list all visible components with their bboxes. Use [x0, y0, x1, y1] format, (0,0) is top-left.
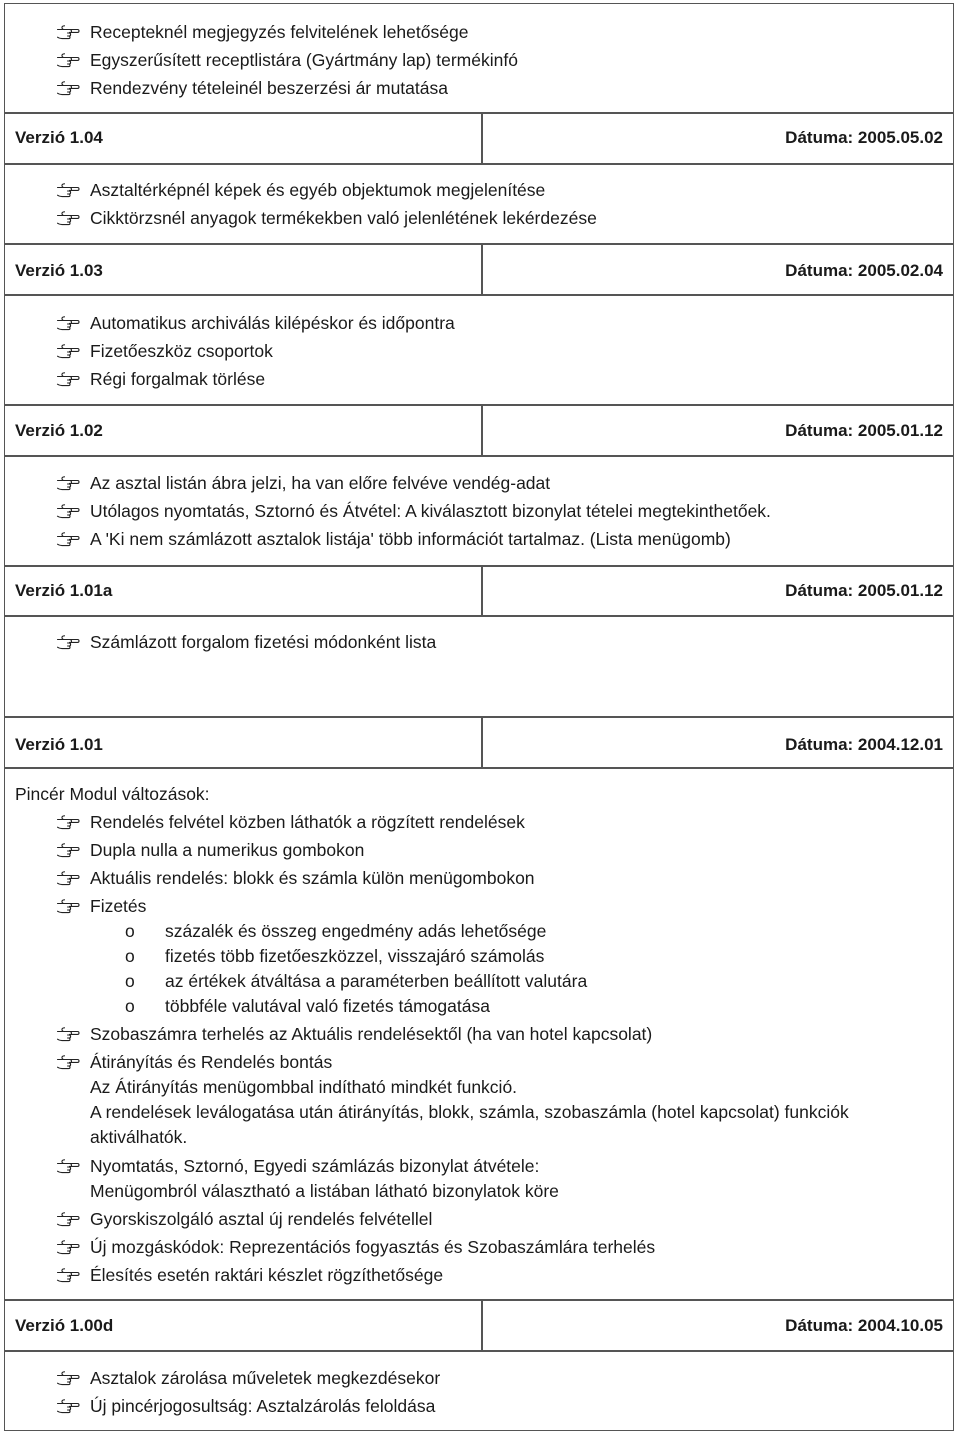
pointing-hand-icon — [56, 898, 80, 914]
pointing-hand-icon — [56, 315, 80, 331]
divider — [4, 1299, 954, 1301]
item-note: aktiválhatók. — [90, 1127, 188, 1147]
column-divider — [481, 1299, 483, 1351]
item-note: Menügombról választható a listában látható bizonylatok köre — [90, 1181, 559, 1201]
date-label: Dátuma: 2004.10.05 — [785, 1316, 943, 1335]
version-label: Verzió 1.00d — [15, 1316, 114, 1335]
divider — [4, 615, 954, 617]
sub-bullet: o — [125, 996, 135, 1016]
date-label: Dátuma: 2005.01.12 — [785, 581, 943, 600]
date-label: Dátuma: 2004.12.01 — [785, 735, 943, 754]
date-label: Dátuma: 2005.02.04 — [785, 261, 943, 280]
sub-bullet: o — [125, 921, 135, 941]
pointing-hand-icon — [56, 24, 80, 40]
divider — [4, 112, 954, 114]
pointing-hand-icon — [56, 343, 80, 359]
pointing-hand-icon — [56, 814, 80, 830]
section-intro: Pincér Modul változások: — [15, 784, 210, 804]
pointing-hand-icon — [56, 80, 80, 96]
divider — [4, 243, 954, 245]
pointing-hand-icon — [56, 1158, 80, 1174]
divider — [4, 163, 954, 165]
divider — [4, 767, 954, 769]
divider — [4, 455, 954, 457]
sub-bullet: o — [125, 971, 135, 991]
pointing-hand-icon — [56, 1398, 80, 1414]
divider — [4, 404, 954, 406]
item-note: Az Átirányítás menügombbal indítható mindkét funkció. — [90, 1077, 518, 1097]
pointing-hand-icon — [56, 475, 80, 491]
version-label: Verzió 1.01 — [15, 735, 103, 754]
divider — [4, 716, 954, 718]
pointing-hand-icon — [56, 1211, 80, 1227]
pointing-hand-icon — [56, 52, 80, 68]
pointing-hand-icon — [56, 1267, 80, 1283]
item-note: A rendelések leválogatása után átirányítás, blokk, számla, szobaszámla (hotel kapcsolat) funkciók — [90, 1102, 849, 1122]
pointing-hand-icon — [56, 371, 80, 387]
divider — [4, 565, 954, 567]
column-divider — [481, 404, 483, 456]
version-label: Verzió 1.01a — [15, 581, 113, 600]
pointing-hand-icon — [56, 503, 80, 519]
column-divider — [481, 565, 483, 616]
divider — [4, 294, 954, 296]
pointing-hand-icon — [56, 842, 80, 858]
pointing-hand-icon — [56, 870, 80, 886]
pointing-hand-icon — [56, 1026, 80, 1042]
date-label: Dátuma: 2005.05.02 — [785, 128, 943, 147]
pointing-hand-icon — [56, 634, 80, 650]
pointing-hand-icon — [56, 1054, 80, 1070]
pointing-hand-icon — [56, 1239, 80, 1255]
date-label: Dátuma: 2005.01.12 — [785, 421, 943, 440]
version-label: Verzió 1.04 — [15, 128, 103, 147]
pointing-hand-icon — [56, 1370, 80, 1386]
pointing-hand-icon — [56, 531, 80, 547]
pointing-hand-icon — [56, 210, 80, 226]
version-label: Verzió 1.03 — [15, 261, 103, 280]
sub-bullet: o — [125, 946, 135, 966]
column-divider — [481, 112, 483, 164]
divider — [4, 1350, 954, 1352]
column-divider — [481, 716, 483, 768]
column-divider — [481, 243, 483, 295]
pointing-hand-icon — [56, 182, 80, 198]
version-label: Verzió 1.02 — [15, 421, 103, 440]
